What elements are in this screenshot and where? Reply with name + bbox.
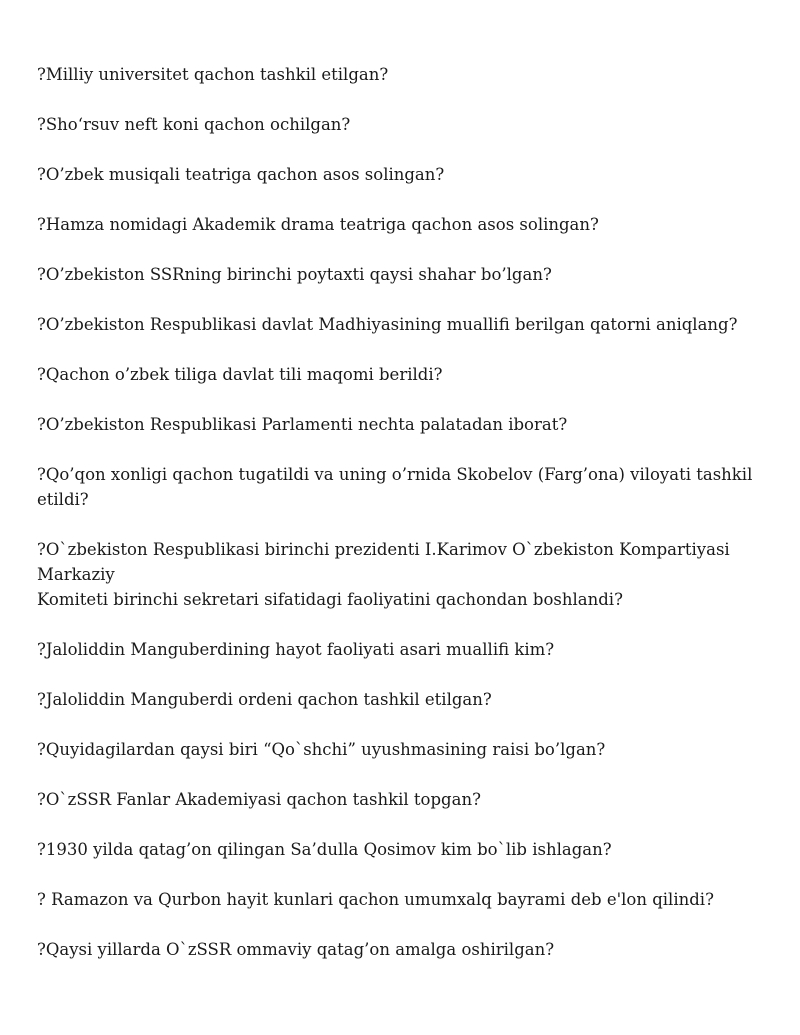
question-item: ?O’zbekiston SSRning birinchi poytaxti qaysi shahar bo’lgan? (37, 265, 552, 284)
question-item: ?Jaloliddin Manguberdi ordeni qachon tashkil etilgan? (37, 690, 492, 709)
question-item (37, 537, 765, 612)
question-item: ?Sho‘rsuv neft koni qachon ochilgan? (37, 115, 351, 134)
question-item: ?Qachon o’zbek tiliga davlat tili maqomi berildi? (37, 365, 443, 384)
question-item: ?Hamza nomidagi Akademik drama teatriga qachon asos solingan? (37, 215, 599, 234)
question-line: Komiteti birinchi sekretari sifatidagi faoliyatini qachondan boshlandi? (37, 590, 623, 609)
question-item: ?O’zbekiston Respublikasi Parlamenti nechta palatadan iborat? (37, 415, 568, 434)
question-item: ?Milliy universitet qachon tashkil etilgan? (37, 65, 389, 84)
question-item: ?Qaysi yillarda O`zSSR ommaviy qatag’on amalga oshirilgan? (37, 940, 555, 959)
question-item: ? Ramazon va Qurbon hayit kunlari qachon umumxalq bayrami deb e'lon qilindi? (37, 890, 714, 909)
question-item: ?Jaloliddin Manguberdining hayot faoliyati asari muallifi kim? (37, 640, 555, 659)
question-item: ?O`zSSR Fanlar Akademiyasi qachon tashkil topgan? (37, 790, 481, 809)
question-line: ?O`zbekiston Respublikasi birinchi prezidenti I.Karimov O`zbekiston Kompartiyasi Markaziy (37, 540, 730, 584)
question-item: ?Quyidagilardan qaysi biri “Qo`shchi” uyushmasining raisi bo’lgan? (37, 740, 606, 759)
question-item: ?1930 yilda qatag’on qilingan Sa’dulla Qosimov kim bo`lib ishlagan? (37, 840, 612, 859)
question-item: ?O’zbekiston Respublikasi davlat Madhiyasining muallifi berilgan qatorni aniqlang? (37, 315, 738, 334)
question-item: ?Qo’qon xonligi qachon tugatildi va uning o’rnida Skobelov (Farg’ona) viloyati tashkil etildi? (37, 465, 753, 509)
question-item: ?O’zbek musiqali teatriga qachon asos solingan? (37, 165, 445, 184)
question-list (37, 62, 765, 987)
